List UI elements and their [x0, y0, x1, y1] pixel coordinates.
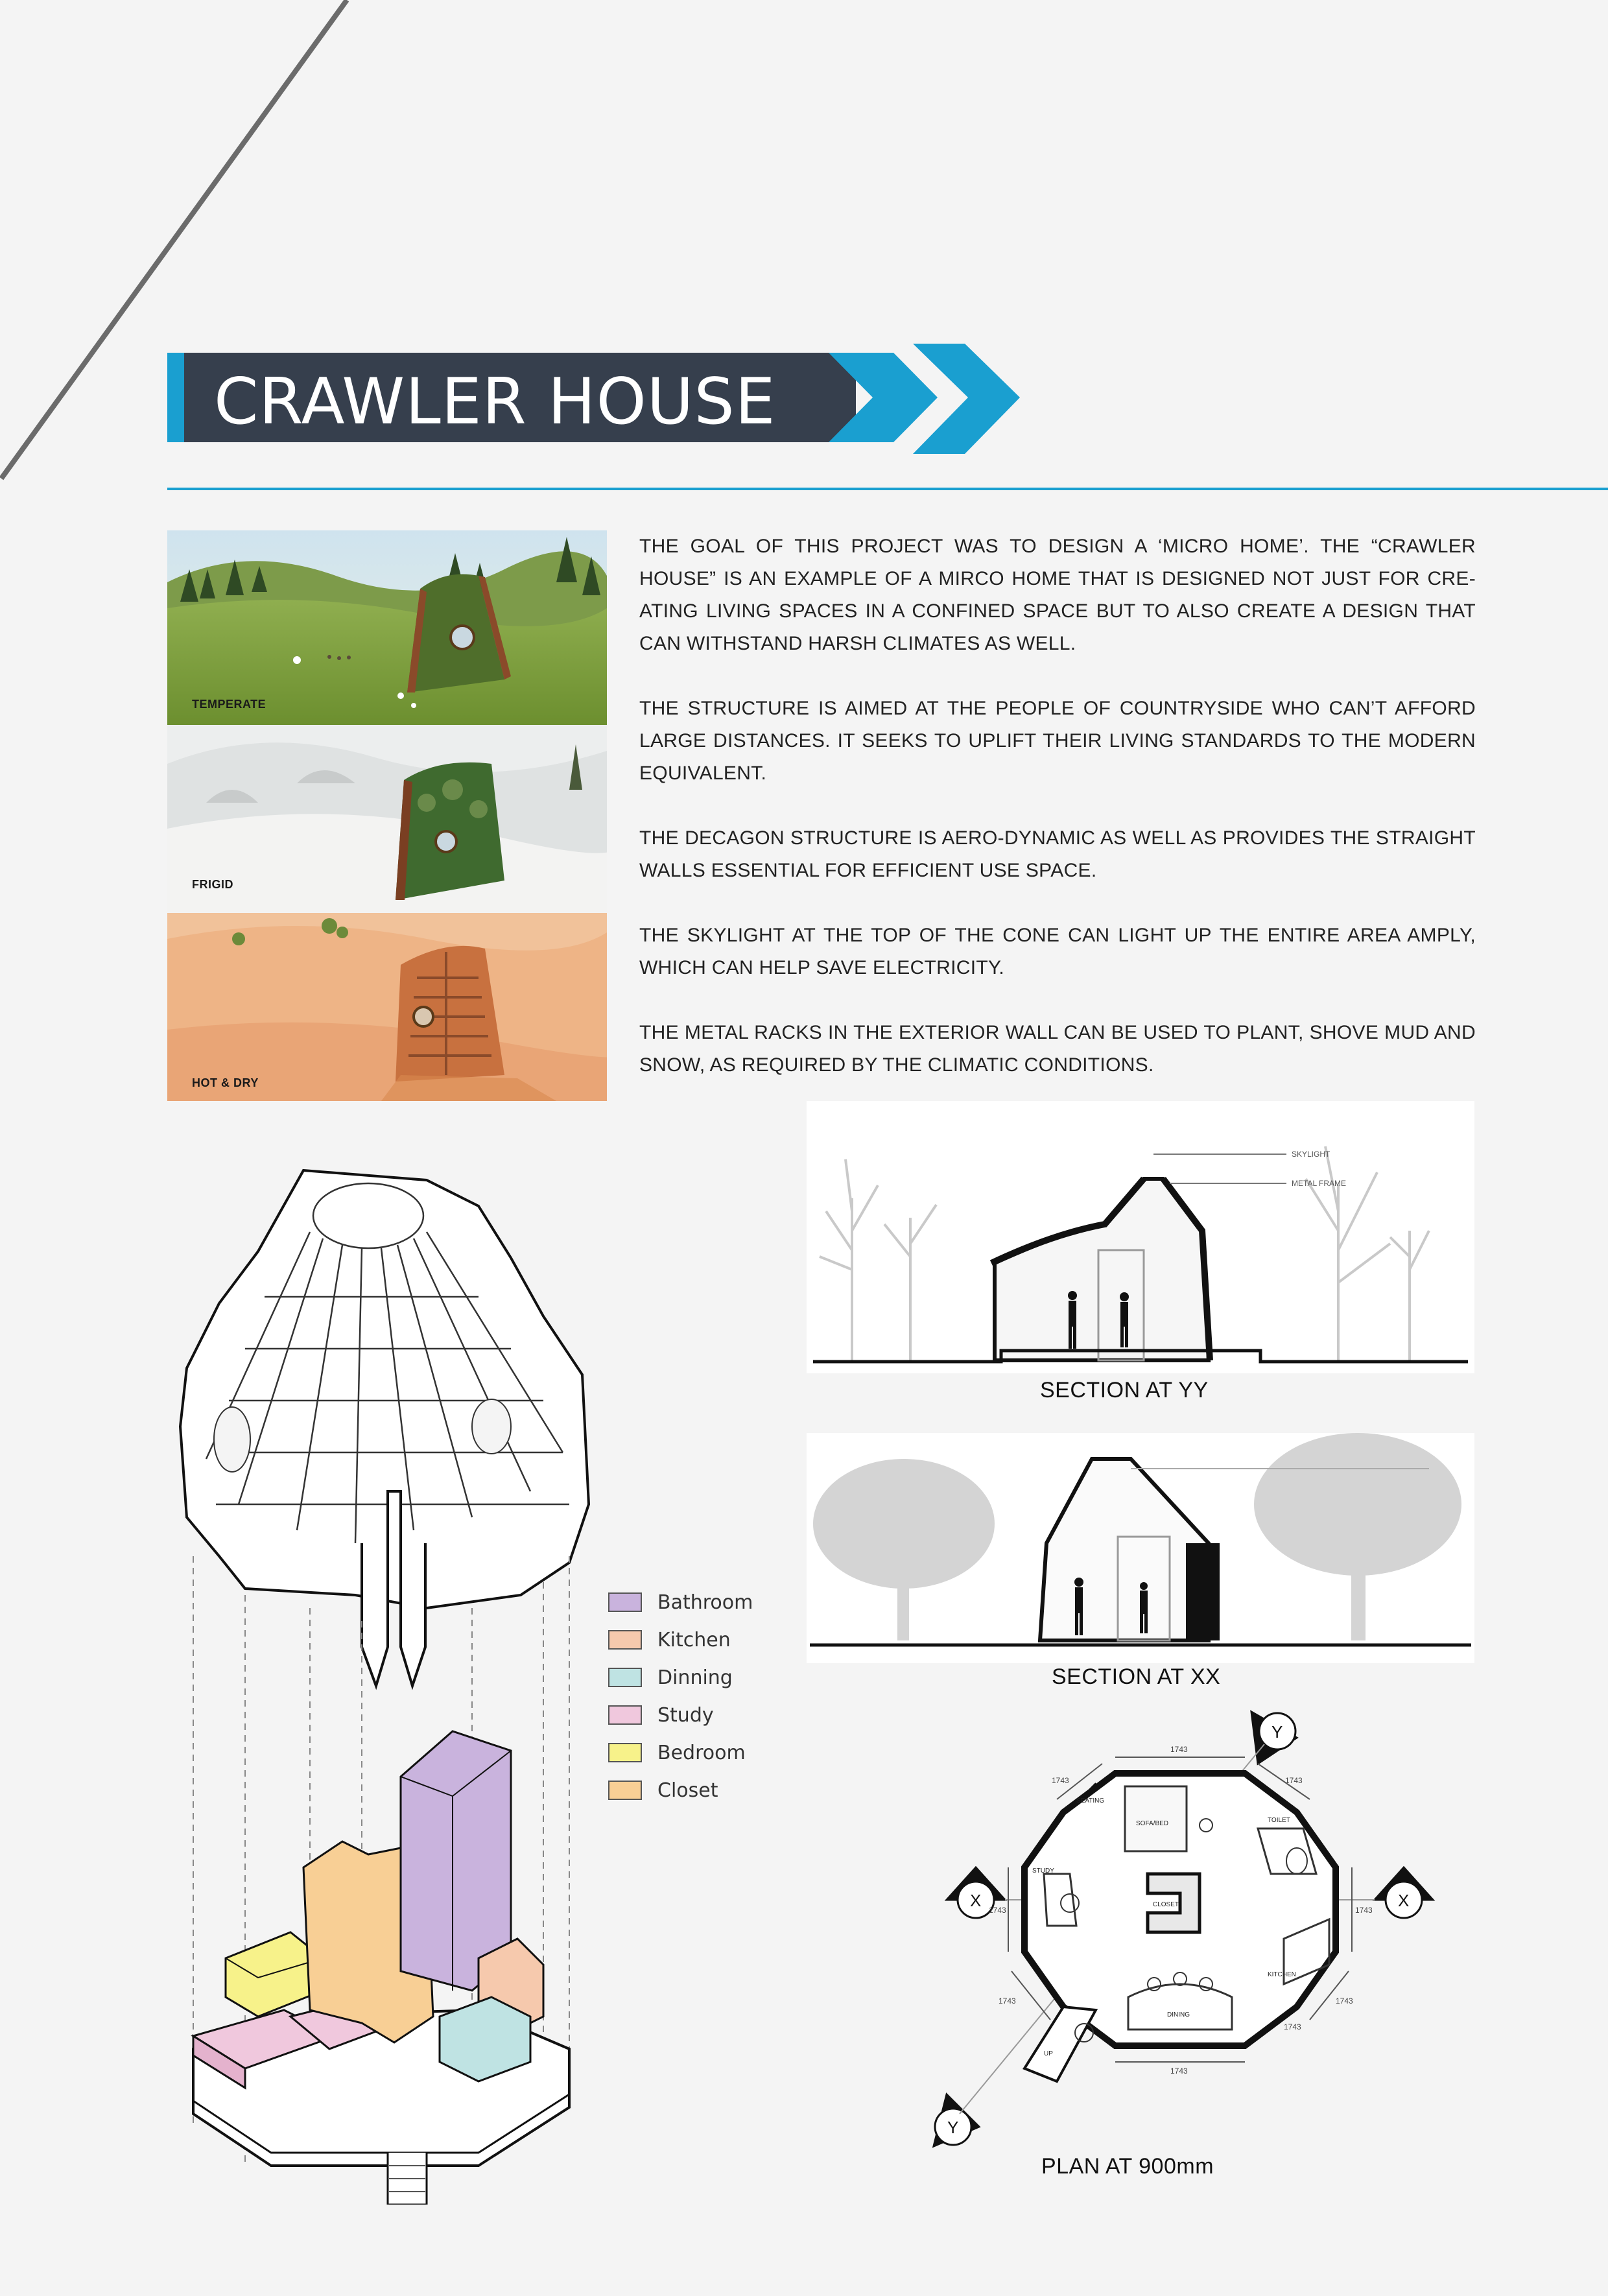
room-sofa-bed: SOFA/BED: [1136, 1820, 1169, 1827]
legend-label: Kitchen: [657, 1629, 731, 1651]
photo-temperate: [167, 530, 607, 725]
dimension-label: 1743: [1052, 1776, 1069, 1785]
dimension-label: 1743: [1170, 2066, 1188, 2076]
photo-hot-dry: [167, 913, 607, 1101]
dimension-label: 1743: [1284, 2022, 1301, 2031]
room-up: UP: [1044, 2050, 1053, 2057]
room-seating: SEATING: [1076, 1797, 1105, 1805]
legend-swatch: [608, 1668, 642, 1687]
dimension-label: 1743: [999, 1996, 1016, 2006]
room-kitchen: KITCHEN: [1268, 1971, 1296, 1978]
legend-label: Bathroom: [657, 1591, 753, 1614]
dimension-label: 1743: [1285, 1776, 1303, 1785]
photo-frigid: [167, 725, 607, 913]
marker-x-right: X: [1398, 1891, 1410, 1910]
section-xx-drawing: [807, 1433, 1474, 1663]
dimension-label: 1743: [1336, 1996, 1353, 2006]
room-study: STUDY: [1032, 1867, 1054, 1875]
label-frigid: FRIGID: [192, 878, 233, 891]
description-paragraph: THE SKYLIGHT AT THE TOP OF THE CONE CAN LIGHT UP THE ENTIRE AREA AMPLY, WHICH CAN HELP SAVE ELECTRICITY.: [639, 925, 1476, 978]
climate-renderings: [167, 530, 607, 1101]
marker-y-top: Y: [1271, 1722, 1283, 1742]
note-metal-frame: METAL FRAME: [1292, 1179, 1347, 1188]
caption-plan: PLAN AT 900mm: [1041, 2154, 1214, 2179]
description-paragraph: THE STRUCTURE IS AIMED AT THE PEOPLE OF COUNTRYSIDE WHO CAN’T AFFORD LARGE DISTANCES. IT SEEKS TO UPLIFT THEIR LIVING STANDARDS TO THE MODERN EQUIVALENT.: [639, 698, 1476, 784]
legend-label: Closet: [657, 1779, 718, 1802]
legend-label: Study: [657, 1704, 714, 1727]
room-toilet: TOILET: [1268, 1817, 1290, 1824]
legend-swatch: [608, 1630, 642, 1650]
dimension-label: 1743: [1355, 1906, 1373, 1915]
legend-swatch: [608, 1743, 642, 1762]
legend-swatch: [608, 1705, 642, 1725]
marker-x-left: X: [970, 1891, 982, 1910]
legend-swatch: [608, 1592, 642, 1612]
header-rule: [167, 488, 1608, 490]
room-dining: DINING: [1167, 2011, 1190, 2018]
project-description: [639, 530, 1476, 1114]
label-hot-dry: HOT & DRY: [192, 1076, 259, 1089]
note-skylight: SKYLIGHT: [1292, 1150, 1330, 1159]
legend-label: Dinning: [657, 1666, 733, 1689]
description-paragraph: THE METAL RACKS IN THE EXTERIOR WALL CAN BE USED TO PLANT, SHOVE MUD AND SNOW, AS REQUIRED BY THE CLIMATIC CONDITIONS.: [639, 1022, 1476, 1076]
caption-section-yy: SECTION AT YY: [1040, 1378, 1209, 1402]
dimension-label: 1743: [1170, 1745, 1188, 1754]
label-temperate: TEMPERATE: [192, 698, 266, 711]
caption-section-xx: SECTION AT XX: [1052, 1664, 1221, 1689]
description-paragraph: THE GOAL OF THIS PROJECT WAS TO DESIGN A ‘MICRO HOME’. THE “CRAWLER HOUSE” IS AN EXAMPLE OF A MIRCO HOME THAT IS DESIGNED NOT JUST FOR CRE-ATING LIVING SPACES IN A CONFINED SPACE BUT TO ALSO CREATE A DESIGN THAT CAN WITHSTAND HARSH CLIMATES AS WELL.: [639, 536, 1476, 654]
section-yy-drawing: [807, 1101, 1474, 1373]
description-paragraph: THE DECAGON STRUCTURE IS AERO-DYNAMIC AS WELL AS PROVIDES THE STRAIGHT WALLS ESSENTIAL FOR EFFICIENT USE SPACE.: [639, 827, 1476, 881]
page-title: CRAWLER HOUSE: [214, 365, 776, 439]
marker-y-bottom: Y: [947, 2118, 959, 2137]
floor-plan: [882, 1679, 1465, 2172]
legend-swatch: [608, 1781, 642, 1800]
legend-label: Bedroom: [657, 1742, 746, 1764]
room-closet: CLOSET: [1153, 1901, 1179, 1908]
dimension-label: 1743: [989, 1906, 1006, 1915]
